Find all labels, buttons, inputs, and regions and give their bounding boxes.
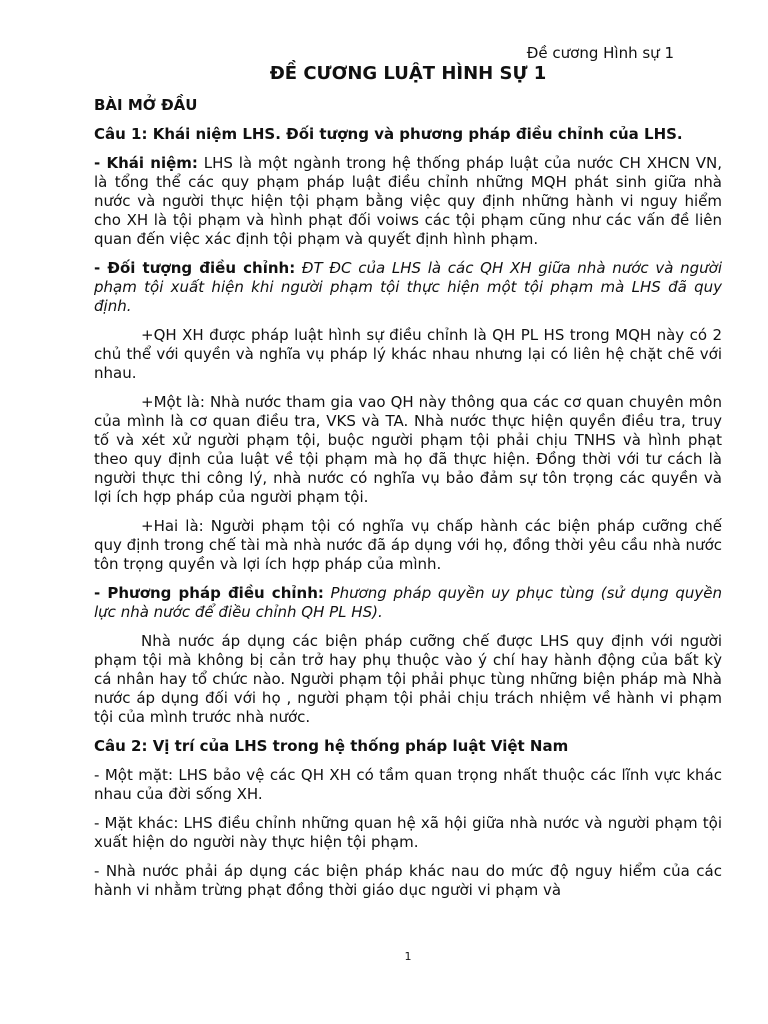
state-paragraph: Nhà nước áp dụng các biện pháp cưỡng chế được LHS quy định với người phạm tội mà không bị cản trở hay phụ thuộc vào ý chí hay hành động của bất kỳ cá nhân hay tổ chức nào. Người phạm tội phải phục tùng những biện pháp mà Nhà nước áp dụng đối với họ , người phạm tội phải chịu trách nhiệm về hành vi phạm tội của mình trước nhà nước. [94, 632, 722, 726]
point-two-paragraph: +Hai là: Người phạm tội có nghĩa vụ chấp hành các biện pháp cưỡng chế quy định trong chế tài mà nhà nước đã áp dụng với họ, đồng thời yêu cầu nhà nước tôn trọng quyền và lợi ích hợp pháp của mình. [94, 517, 722, 573]
relation-paragraph: +QH XH được pháp luật hình sự điều chỉnh là QH PL HS trong MQH này có 2 chủ thể với quyền và nghĩa vụ pháp lý khác nhau nhưng lại có liên hệ chặt chẽ với nhau. [94, 326, 722, 382]
method-paragraph [94, 584, 722, 622]
one-side-paragraph: - Một mặt: LHS bảo vệ các QH XH có tầm quan trọng nhất thuộc các lĩnh vực khác nhau của đời sống XH. [94, 766, 722, 803]
definition-label: - Khái niệm: [94, 154, 198, 172]
page-title: ĐỀ CƯƠNG LUẬT HÌNH SỰ 1 [269, 63, 547, 84]
other-side-paragraph: - Mặt khác: LHS điều chỉnh những quan hệ xã hội giữa nhà nước và người phạm tội xuất hiện do người này thực hiện tội phạm. [94, 814, 722, 851]
section-heading: BÀI MỞ ĐẦU [94, 96, 198, 114]
question-1-heading: Câu 1: Khái niệm LHS. Đối tượng và phương pháp điều chỉnh của LHS. [94, 125, 683, 143]
subject-paragraph [94, 259, 722, 316]
definition-text: LHS là một ngành trong hệ thống pháp luật của nước CH XHCN VN, là tổng thể các quy phạm pháp luật điều chỉnh những MQH phát sinh giữa nhà nước và người thực hiện tội phạm bằng việc quy định những hành vi nguy hiểm cho XH là tội phạm và hình phạt đối voiws các tội phạm cũng như các vấn đề liên quan đến việc xác định tội phạm và quyết định hình phạm. [94, 154, 722, 248]
point-one-paragraph: +Một là: Nhà nước tham gia vao QH này thông qua các cơ quan chuyên môn của mình là cơ quan điều tra, VKS và TA. Nhà nước thực hiện quyền điều tra, truy tố và xét xử người phạm tội, buộc người phạm tội phải chịu TNHS và hình phạt theo quy định của luật về tội phạm mà họ đã thực hiện. Đồng thời với tư cách là người thực thi công lý, nhà nước có nghĩa vụ bảo đảm sự tôn trọng các quyền và lợi ích hợp pháp của người phạm tội. [94, 393, 722, 506]
running-header: Đề cương Hình sự 1 [526, 44, 674, 62]
subject-text: ĐT ĐC của LHS là các QH XH giữa nhà nước và người phạm tội xuất hiện khi người phạm tội thực hiện một tội phạm mà LHS đã quy định. [94, 259, 723, 315]
last-paragraph: - Nhà nước phải áp dụng các biện pháp khác nau do mức độ nguy hiểm của các hành vi nhằm trừng phạt đồng thời giáo dục người vi phạm và [94, 862, 722, 899]
definition-paragraph [94, 154, 722, 249]
page-number: 1 [404, 950, 412, 963]
subject-label: - Đối tượng điều chỉnh: [94, 259, 296, 277]
method-label: - Phương pháp điều chỉnh: [94, 584, 324, 602]
method-text: Phương pháp quyền uy phục tùng (sử dụng quyền lực nhà nước để điều chỉnh QH PL HS). [94, 584, 723, 621]
question-2-heading: Câu 2: Vị trí của LHS trong hệ thống pháp luật Việt Nam [94, 737, 569, 755]
document-body [94, 96, 722, 910]
